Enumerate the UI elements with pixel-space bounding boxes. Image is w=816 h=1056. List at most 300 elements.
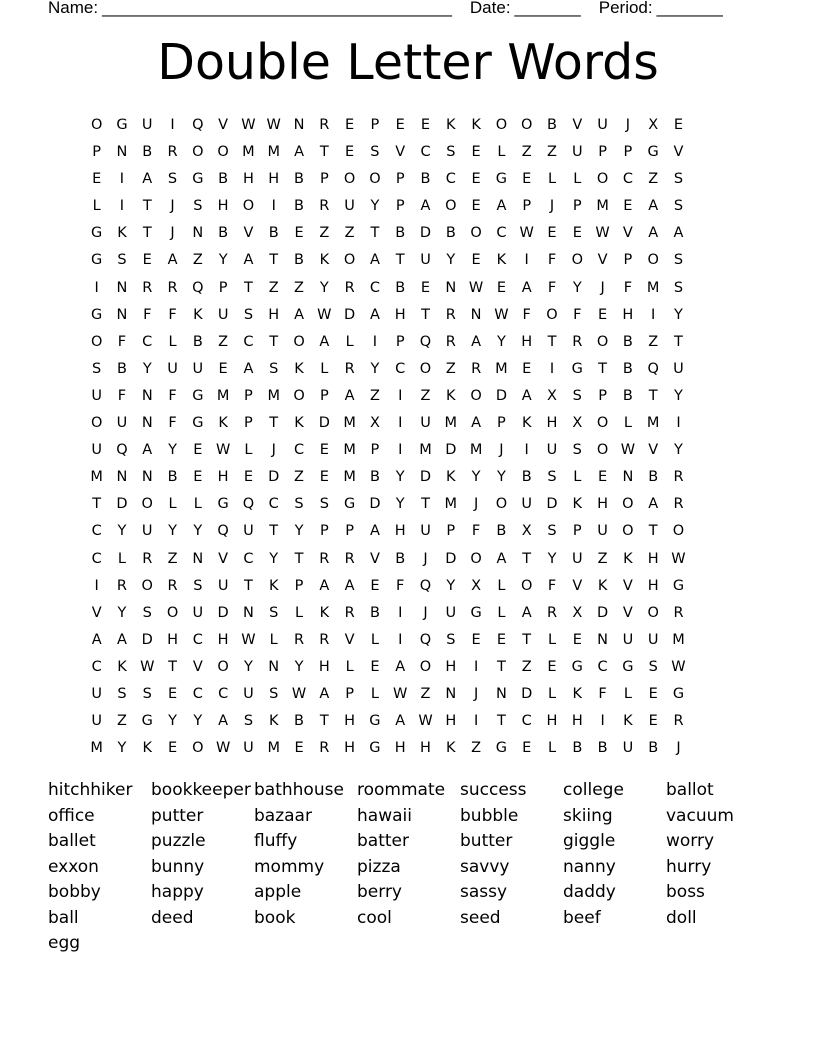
- grid-letter[interactable]: O: [419, 360, 432, 377]
- grid-letter[interactable]: P: [572, 198, 582, 215]
- grid-letter[interactable]: V: [243, 225, 254, 242]
- grid-letter[interactable]: O: [90, 333, 103, 350]
- grid-letter[interactable]: O: [546, 306, 558, 323]
- grid-letter[interactable]: Y: [142, 360, 152, 377]
- grid-letter[interactable]: B: [167, 469, 178, 486]
- grid-letter[interactable]: R: [319, 550, 330, 567]
- grid-letter[interactable]: S: [446, 631, 456, 648]
- grid-letter[interactable]: S: [446, 144, 456, 161]
- grid-letter[interactable]: O: [647, 252, 659, 269]
- grid-letter[interactable]: Y: [117, 523, 127, 540]
- grid-letter[interactable]: Z: [471, 740, 482, 757]
- grid-letter[interactable]: K: [572, 685, 583, 702]
- grid-letter[interactable]: B: [294, 713, 304, 730]
- grid-letter[interactable]: E: [243, 469, 254, 486]
- grid-letter[interactable]: U: [167, 360, 178, 377]
- grid-letter[interactable]: I: [94, 279, 99, 296]
- grid-letter[interactable]: E: [572, 631, 582, 648]
- grid-letter[interactable]: H: [647, 577, 659, 594]
- grid-letter[interactable]: O: [293, 387, 305, 404]
- grid-letter[interactable]: Y: [117, 740, 127, 757]
- grid-letter[interactable]: H: [647, 550, 659, 567]
- grid-letter[interactable]: E: [471, 171, 481, 188]
- grid-letter[interactable]: N: [445, 279, 457, 296]
- grid-letter[interactable]: U: [116, 415, 128, 432]
- grid-letter[interactable]: C: [445, 171, 456, 188]
- grid-letter[interactable]: A: [116, 631, 127, 648]
- grid-letter[interactable]: W: [215, 442, 231, 459]
- grid-letter[interactable]: A: [395, 658, 406, 675]
- grid-letter[interactable]: U: [571, 550, 583, 567]
- grid-letter[interactable]: T: [142, 198, 152, 215]
- grid-letter[interactable]: E: [92, 171, 102, 188]
- grid-letter[interactable]: V: [622, 577, 633, 594]
- grid-letter[interactable]: E: [471, 144, 481, 161]
- grid-letter[interactable]: A: [243, 360, 254, 377]
- grid-letter[interactable]: L: [370, 631, 379, 648]
- grid-letter[interactable]: U: [91, 387, 102, 404]
- grid-letter[interactable]: T: [370, 225, 380, 242]
- grid-letter[interactable]: K: [117, 225, 127, 242]
- grid-letter[interactable]: P: [572, 523, 582, 540]
- grid-letter[interactable]: A: [496, 198, 507, 215]
- grid-letter[interactable]: L: [547, 631, 557, 648]
- grid-letter[interactable]: M: [646, 279, 660, 296]
- grid-letter[interactable]: C: [91, 550, 102, 567]
- grid-letter[interactable]: P: [319, 171, 329, 188]
- grid-letter[interactable]: O: [470, 225, 482, 242]
- grid-letter[interactable]: P: [244, 387, 253, 404]
- grid-letter[interactable]: A: [521, 387, 532, 404]
- grid-letter[interactable]: L: [623, 415, 632, 432]
- grid-letter[interactable]: U: [243, 523, 254, 540]
- grid-letter[interactable]: R: [319, 198, 330, 215]
- grid-letter[interactable]: Y: [395, 469, 405, 486]
- grid-letter[interactable]: Y: [244, 658, 253, 675]
- grid-letter[interactable]: T: [547, 333, 557, 350]
- grid-letter[interactable]: Y: [471, 469, 481, 486]
- grid-letter[interactable]: R: [167, 144, 178, 161]
- grid-letter[interactable]: Q: [192, 117, 204, 133]
- grid-letter[interactable]: N: [141, 469, 153, 486]
- grid-letter[interactable]: T: [244, 577, 253, 594]
- grid-letter[interactable]: U: [673, 360, 684, 377]
- grid-letter[interactable]: M: [672, 631, 685, 648]
- grid-letter[interactable]: F: [598, 685, 607, 702]
- grid-letter[interactable]: L: [294, 604, 304, 621]
- grid-letter[interactable]: Y: [294, 658, 304, 675]
- grid-letter[interactable]: V: [572, 117, 583, 133]
- grid-letter[interactable]: F: [168, 306, 177, 323]
- grid-letter[interactable]: I: [119, 171, 125, 188]
- grid-letter[interactable]: K: [597, 577, 608, 594]
- grid-letter[interactable]: K: [446, 117, 456, 133]
- grid-letter[interactable]: T: [648, 387, 658, 404]
- grid-letter[interactable]: D: [217, 604, 229, 621]
- grid-letter[interactable]: M: [444, 415, 458, 432]
- grid-letter[interactable]: S: [673, 198, 684, 215]
- grid-letter[interactable]: A: [319, 333, 330, 350]
- grid-letter[interactable]: G: [141, 713, 153, 730]
- grid-letter[interactable]: J: [676, 740, 681, 757]
- grid-letter[interactable]: S: [648, 658, 658, 675]
- grid-letter[interactable]: M: [267, 740, 280, 757]
- grid-letter[interactable]: B: [622, 387, 633, 404]
- grid-letter[interactable]: Y: [496, 333, 506, 350]
- grid-letter[interactable]: F: [573, 306, 582, 323]
- grid-letter[interactable]: F: [471, 523, 481, 540]
- grid-letter[interactable]: Q: [419, 333, 432, 350]
- grid-letter[interactable]: L: [345, 658, 354, 675]
- grid-letter[interactable]: Z: [268, 279, 279, 296]
- grid-letter[interactable]: P: [244, 415, 253, 432]
- grid-letter[interactable]: B: [622, 333, 633, 350]
- grid-letter[interactable]: S: [269, 604, 279, 621]
- grid-letter[interactable]: U: [141, 117, 153, 133]
- grid-letter[interactable]: P: [319, 387, 329, 404]
- grid-letter[interactable]: W: [620, 442, 636, 459]
- grid-letter[interactable]: H: [571, 713, 583, 730]
- grid-letter[interactable]: G: [622, 658, 634, 675]
- grid-letter[interactable]: I: [398, 604, 403, 621]
- grid-letter[interactable]: V: [622, 604, 633, 621]
- grid-letter[interactable]: H: [445, 713, 457, 730]
- grid-letter[interactable]: C: [91, 523, 102, 540]
- grid-letter[interactable]: U: [521, 496, 532, 513]
- grid-letter[interactable]: A: [395, 713, 406, 730]
- grid-letter[interactable]: O: [293, 333, 305, 350]
- grid-letter[interactable]: I: [549, 360, 555, 377]
- grid-letter[interactable]: I: [524, 442, 529, 459]
- grid-letter[interactable]: G: [91, 225, 103, 242]
- grid-letter[interactable]: U: [91, 713, 102, 730]
- grid-letter[interactable]: B: [192, 333, 203, 350]
- grid-letter[interactable]: E: [648, 713, 658, 730]
- grid-letter[interactable]: O: [419, 658, 432, 675]
- grid-letter[interactable]: A: [319, 577, 330, 594]
- grid-letter[interactable]: Z: [648, 333, 659, 350]
- grid-letter[interactable]: Y: [168, 713, 177, 730]
- grid-letter[interactable]: W: [393, 685, 408, 702]
- grid-letter[interactable]: T: [598, 360, 608, 377]
- grid-letter[interactable]: E: [345, 144, 355, 161]
- grid-letter[interactable]: E: [294, 225, 304, 242]
- grid-letter[interactable]: B: [395, 225, 406, 242]
- grid-letter[interactable]: L: [547, 171, 557, 188]
- grid-letter[interactable]: J: [423, 550, 428, 567]
- grid-letter[interactable]: W: [215, 740, 231, 757]
- grid-letter[interactable]: X: [648, 117, 659, 133]
- grid-letter[interactable]: E: [673, 117, 684, 133]
- grid-letter[interactable]: J: [423, 604, 428, 621]
- grid-letter[interactable]: I: [524, 252, 529, 269]
- grid-letter[interactable]: N: [116, 306, 128, 323]
- grid-letter[interactable]: C: [622, 171, 633, 188]
- grid-letter[interactable]: Z: [369, 387, 380, 404]
- grid-letter[interactable]: C: [420, 144, 431, 161]
- grid-letter[interactable]: U: [571, 144, 583, 161]
- grid-letter[interactable]: V: [597, 252, 608, 269]
- grid-letter[interactable]: B: [420, 171, 431, 188]
- grid-letter[interactable]: M: [343, 415, 356, 432]
- grid-letter[interactable]: O: [596, 333, 609, 350]
- grid-letter[interactable]: L: [497, 144, 506, 161]
- grid-letter[interactable]: G: [343, 496, 356, 513]
- grid-letter[interactable]: E: [345, 117, 355, 133]
- grid-letter[interactable]: M: [90, 740, 103, 757]
- grid-letter[interactable]: U: [546, 442, 558, 459]
- name-blank[interactable]: _____________________________________: [102, 0, 452, 17]
- grid-letter[interactable]: L: [117, 550, 126, 567]
- grid-letter[interactable]: H: [394, 523, 406, 540]
- grid-letter[interactable]: O: [90, 117, 103, 133]
- grid-letter[interactable]: B: [268, 225, 279, 242]
- grid-letter[interactable]: I: [398, 442, 403, 459]
- grid-letter[interactable]: N: [192, 225, 204, 242]
- grid-letter[interactable]: T: [395, 252, 405, 269]
- grid-letter[interactable]: Y: [319, 279, 329, 296]
- grid-letter[interactable]: B: [294, 171, 304, 188]
- grid-letter[interactable]: B: [622, 360, 633, 377]
- grid-letter[interactable]: K: [294, 360, 304, 377]
- grid-letter[interactable]: E: [294, 740, 304, 757]
- grid-letter[interactable]: T: [319, 144, 329, 161]
- grid-letter[interactable]: U: [420, 523, 431, 540]
- grid-letter[interactable]: R: [546, 604, 558, 621]
- grid-letter[interactable]: R: [673, 469, 684, 486]
- grid-letter[interactable]: S: [243, 306, 254, 323]
- grid-letter[interactable]: F: [547, 252, 557, 269]
- grid-letter[interactable]: F: [168, 415, 177, 432]
- grid-letter[interactable]: P: [598, 144, 607, 161]
- grid-letter[interactable]: S: [142, 685, 152, 702]
- grid-letter[interactable]: M: [469, 442, 483, 459]
- grid-letter[interactable]: K: [623, 713, 633, 730]
- grid-letter[interactable]: N: [141, 387, 153, 404]
- grid-letter[interactable]: E: [420, 279, 431, 296]
- grid-letter[interactable]: I: [170, 117, 175, 133]
- grid-letter[interactable]: V: [572, 577, 583, 594]
- grid-letter[interactable]: P: [370, 442, 380, 459]
- grid-letter[interactable]: R: [673, 604, 684, 621]
- grid-letter[interactable]: Y: [674, 306, 683, 323]
- grid-letter[interactable]: I: [676, 415, 681, 432]
- grid-letter[interactable]: K: [496, 252, 507, 269]
- grid-letter[interactable]: B: [496, 523, 507, 540]
- grid-letter[interactable]: Y: [395, 496, 405, 513]
- grid-letter[interactable]: O: [217, 658, 229, 675]
- grid-letter[interactable]: B: [294, 198, 304, 215]
- grid-letter[interactable]: A: [294, 306, 304, 323]
- grid-letter[interactable]: Q: [217, 523, 229, 540]
- grid-letter[interactable]: M: [444, 496, 458, 513]
- grid-letter[interactable]: G: [369, 713, 381, 730]
- grid-letter[interactable]: S: [193, 577, 203, 594]
- grid-letter[interactable]: U: [243, 740, 254, 757]
- grid-letter[interactable]: H: [394, 306, 406, 323]
- grid-letter[interactable]: E: [547, 225, 557, 242]
- grid-letter[interactable]: T: [648, 523, 658, 540]
- grid-letter[interactable]: G: [217, 496, 229, 513]
- grid-letter[interactable]: Y: [193, 713, 203, 730]
- grid-letter[interactable]: G: [192, 415, 204, 432]
- grid-letter[interactable]: E: [395, 117, 405, 133]
- grid-letter[interactable]: K: [294, 415, 304, 432]
- grid-letter[interactable]: G: [672, 685, 685, 702]
- grid-letter[interactable]: K: [142, 740, 152, 757]
- grid-letter[interactable]: A: [648, 198, 659, 215]
- grid-letter[interactable]: P: [345, 685, 354, 702]
- grid-letter[interactable]: U: [243, 685, 254, 702]
- grid-letter[interactable]: E: [370, 658, 380, 675]
- grid-letter[interactable]: M: [267, 144, 280, 161]
- grid-letter[interactable]: E: [598, 306, 608, 323]
- grid-letter[interactable]: A: [521, 604, 532, 621]
- grid-letter[interactable]: C: [142, 333, 153, 350]
- grid-letter[interactable]: K: [268, 577, 279, 594]
- grid-letter[interactable]: R: [293, 631, 305, 648]
- grid-letter[interactable]: E: [420, 117, 431, 133]
- grid-letter[interactable]: L: [573, 469, 582, 486]
- grid-letter[interactable]: D: [495, 387, 507, 404]
- grid-letter[interactable]: P: [497, 415, 506, 432]
- grid-letter[interactable]: C: [597, 658, 608, 675]
- grid-letter[interactable]: N: [192, 550, 204, 567]
- grid-letter[interactable]: P: [623, 252, 633, 269]
- grid-letter[interactable]: W: [140, 658, 155, 675]
- grid-letter[interactable]: T: [269, 523, 279, 540]
- grid-letter[interactable]: Z: [648, 171, 659, 188]
- grid-letter[interactable]: U: [192, 360, 204, 377]
- grid-letter[interactable]: O: [445, 198, 457, 215]
- grid-letter[interactable]: L: [92, 198, 101, 215]
- grid-letter[interactable]: M: [646, 415, 660, 432]
- grid-letter[interactable]: U: [445, 604, 457, 621]
- grid-letter[interactable]: S: [294, 496, 304, 513]
- grid-letter[interactable]: E: [496, 631, 506, 648]
- grid-letter[interactable]: C: [91, 658, 102, 675]
- grid-letter[interactable]: E: [522, 171, 532, 188]
- grid-letter[interactable]: G: [672, 577, 685, 594]
- grid-letter[interactable]: M: [90, 469, 103, 486]
- grid-letter[interactable]: S: [167, 171, 178, 188]
- grid-letter[interactable]: Z: [167, 550, 178, 567]
- grid-letter[interactable]: L: [623, 685, 632, 702]
- grid-letter[interactable]: J: [549, 198, 555, 215]
- grid-letter[interactable]: C: [243, 550, 254, 567]
- grid-letter[interactable]: I: [600, 713, 605, 730]
- grid-letter[interactable]: X: [471, 577, 482, 594]
- grid-letter[interactable]: S: [117, 252, 127, 269]
- grid-letter[interactable]: A: [521, 279, 532, 296]
- grid-letter[interactable]: G: [91, 252, 103, 269]
- grid-letter[interactable]: A: [471, 415, 482, 432]
- grid-letter[interactable]: G: [91, 306, 103, 323]
- grid-letter[interactable]: G: [192, 171, 204, 188]
- grid-letter[interactable]: Z: [319, 225, 330, 242]
- grid-letter[interactable]: B: [445, 225, 456, 242]
- grid-letter[interactable]: R: [471, 360, 482, 377]
- grid-letter[interactable]: R: [445, 333, 456, 350]
- grid-letter[interactable]: O: [520, 577, 533, 594]
- grid-letter[interactable]: N: [470, 306, 482, 323]
- grid-letter[interactable]: E: [471, 252, 481, 269]
- grid-letter[interactable]: E: [193, 469, 203, 486]
- grid-letter[interactable]: H: [622, 306, 634, 323]
- grid-letter[interactable]: Z: [445, 360, 456, 377]
- grid-letter[interactable]: U: [141, 523, 153, 540]
- grid-letter[interactable]: V: [192, 658, 203, 675]
- grid-letter[interactable]: X: [547, 387, 557, 404]
- grid-letter[interactable]: L: [547, 685, 557, 702]
- grid-letter[interactable]: C: [395, 360, 406, 377]
- grid-letter[interactable]: O: [647, 604, 659, 621]
- grid-letter[interactable]: R: [142, 279, 153, 296]
- grid-letter[interactable]: W: [266, 117, 281, 133]
- grid-letter[interactable]: G: [495, 171, 508, 188]
- grid-letter[interactable]: A: [319, 685, 330, 702]
- grid-letter[interactable]: V: [218, 117, 229, 133]
- grid-letter[interactable]: Y: [168, 442, 177, 459]
- grid-letter[interactable]: W: [317, 306, 332, 323]
- grid-letter[interactable]: L: [573, 171, 582, 188]
- grid-letter[interactable]: Z: [294, 279, 304, 296]
- grid-letter[interactable]: W: [468, 279, 484, 296]
- grid-letter[interactable]: Q: [419, 577, 432, 594]
- grid-letter[interactable]: N: [597, 631, 609, 648]
- grid-letter[interactable]: V: [218, 550, 229, 567]
- grid-letter[interactable]: N: [243, 604, 254, 621]
- grid-letter[interactable]: C: [268, 496, 279, 513]
- grid-letter[interactable]: A: [673, 225, 684, 242]
- grid-letter[interactable]: X: [572, 604, 583, 621]
- grid-letter[interactable]: E: [572, 225, 582, 242]
- grid-letter[interactable]: Z: [521, 144, 532, 161]
- grid-letter[interactable]: Z: [597, 550, 608, 567]
- grid-letter[interactable]: B: [218, 225, 229, 242]
- grid-letter[interactable]: S: [269, 685, 279, 702]
- grid-letter[interactable]: T: [294, 550, 304, 567]
- grid-letter[interactable]: D: [597, 604, 609, 621]
- grid-letter[interactable]: H: [394, 740, 406, 757]
- grid-letter[interactable]: E: [218, 360, 228, 377]
- grid-letter[interactable]: U: [597, 523, 608, 540]
- grid-letter[interactable]: K: [268, 713, 279, 730]
- grid-letter[interactable]: O: [141, 496, 153, 513]
- grid-letter[interactable]: Y: [294, 523, 304, 540]
- grid-letter[interactable]: R: [319, 117, 330, 133]
- grid-letter[interactable]: V: [91, 604, 102, 621]
- grid-letter[interactable]: K: [193, 306, 203, 323]
- grid-letter[interactable]: O: [217, 144, 229, 161]
- grid-letter[interactable]: I: [119, 198, 125, 215]
- grid-letter[interactable]: E: [193, 442, 203, 459]
- grid-letter[interactable]: O: [470, 387, 482, 404]
- grid-letter[interactable]: Q: [242, 496, 255, 513]
- grid-letter[interactable]: E: [167, 740, 178, 757]
- grid-letter[interactable]: I: [398, 415, 403, 432]
- grid-letter[interactable]: S: [572, 442, 582, 459]
- grid-letter[interactable]: N: [268, 658, 280, 675]
- grid-letter[interactable]: J: [170, 225, 175, 242]
- grid-letter[interactable]: O: [596, 415, 609, 432]
- grid-letter[interactable]: K: [623, 550, 633, 567]
- grid-letter[interactable]: J: [600, 279, 605, 296]
- grid-letter[interactable]: F: [623, 279, 633, 296]
- grid-letter[interactable]: E: [496, 279, 506, 296]
- grid-letter[interactable]: T: [168, 658, 177, 675]
- grid-letter[interactable]: C: [192, 685, 203, 702]
